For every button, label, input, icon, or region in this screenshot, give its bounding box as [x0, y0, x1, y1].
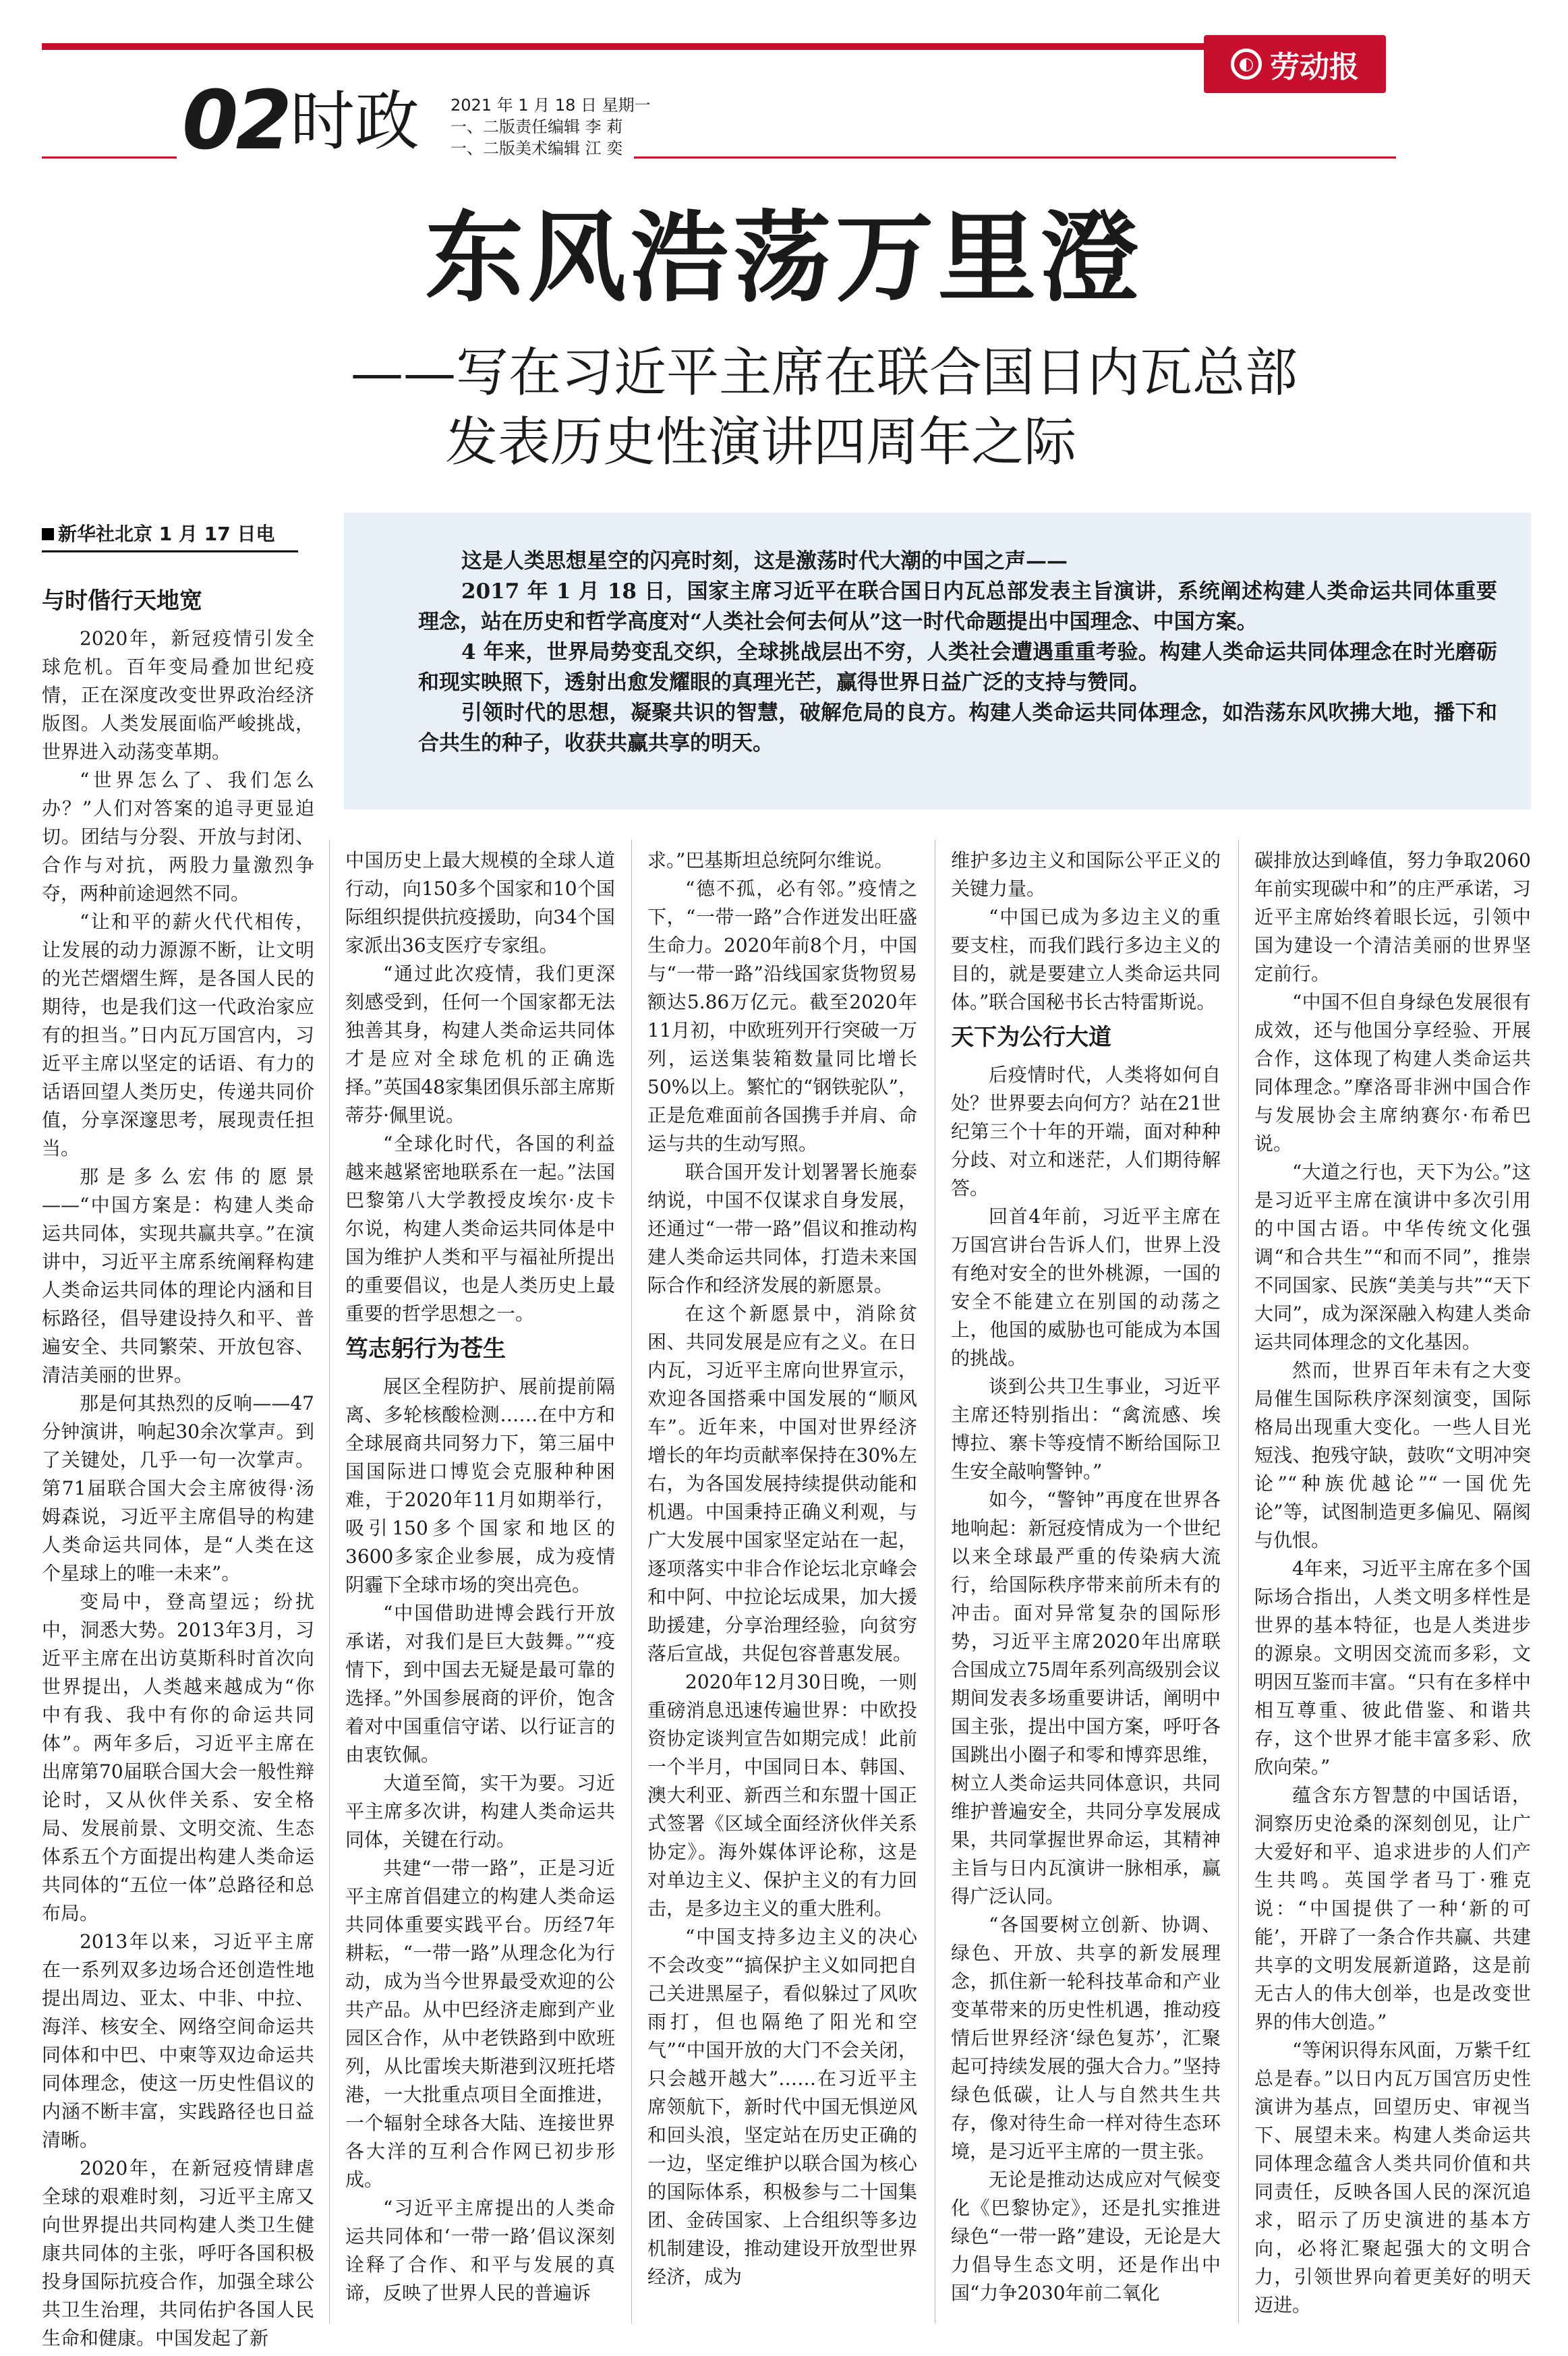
body-paragraph: 无论是推动达成应对气候变化《巴黎协定》，还是扎实推进绿色“一带一路”建设，无论是大力倡导生态文明，还是作出中国“力争2030年前二氧化: [951, 2168, 1221, 2304]
body-paragraph: 2020年12月30日晚，一则重磅消息迅速传遍世界：中欧投资协定谈判宣告如期完成！此前一个半月，中国同日本、韩国、澳大利亚、新西兰和东盟十国正式签署《区域全面经济伙伴关系协定》。海外媒体评论称，这是对单边主义、保护主义的有力回击，是多边主义的重大胜利。: [647, 1671, 917, 1920]
headline-subtitle-2: 发表历史性演讲四周年之际: [445, 412, 1077, 473]
body-paragraph: “中国不但自身绿色发展很有成效，还与他国分享经验、开展合作，这体现了构建人类命运共同体理念。”摩洛哥非洲中国合作与发展协会主席纳赛尔·布希巴说。: [1254, 991, 1531, 1155]
dateline: [42, 519, 298, 552]
body-paragraph: “中国借助进博会践行开放承诺，对我们是巨大鼓舞。”“疫情下，到中国去无疑是最可靠的选择。”外国参展商的评价，饱含着对中国重信守诺、以行证言的由衷钦佩。: [345, 1602, 615, 1766]
section-name: 时政: [290, 84, 419, 159]
top-red-rule: [42, 43, 1276, 50]
intro-paragraph: 4 年来，世界局势变乱交织，全球挑战层出不穷，人类社会遭遇重重考验。构建人类命运共同体理念在时光磨砺和现实映照下，透射出愈发耀眼的真理光芒，赢得世界日益广泛的支持与赞同。: [418, 640, 1497, 695]
body-paragraph: “德不孤，必有邻。”疫情之下，“一带一路”合作迸发出旺盛生命力。2020年前8个月，中国与“一带一路”沿线国家货物贸易额达5.86万亿元。截至2020年11月初，中欧班列开行突破一万列，运送集装箱数量同比增长50%以上。繁忙的“钢铁驼队”，正是危难面前各国携手并肩、命运与共的生动写照。: [647, 878, 917, 1155]
article-column-4: [951, 846, 1221, 2307]
body-paragraph: 谈到公共卫生事业，习近平主席还特别指出：“禽流感、埃博拉、寨卡等疫情不断给国际卫生安全敲响警钟。”: [951, 1375, 1221, 1483]
art-editor: 一、二版美术编辑 江 奕: [451, 139, 623, 158]
headline-subtitle-1: ——写在习近平主席在联合国日内瓦总部: [351, 343, 1298, 403]
intro-box: [344, 513, 1531, 809]
newspaper-logo[interactable]: [1204, 35, 1386, 93]
responsible-editor: 一、二版责任编辑 李 莉: [451, 117, 623, 136]
body-paragraph: 蕴含东方智慧的中国话语，洞察历史沧桑的深刻创见，让广大爱好和平、追求进步的人们产生共鸣。英国学者马丁·雅克说：“中国提供了一种‘新的可能’，开辟了一条合作共赢、共建共享的文明发展新道路，这是前无古人的伟大创举，也是改变世界的伟大创造。”: [1254, 1784, 1531, 2033]
body-paragraph: “世界怎么了、我们怎么办？”人们对答案的追寻更显迫切。团结与分裂、开放与封闭、合作与对抗，两股力量激烈争夺，两种前途迥然不同。: [42, 769, 314, 904]
section-heading: 笃志躬行为苍生: [345, 1335, 506, 1362]
article-column-1: [42, 580, 314, 2353]
body-paragraph: 变局中，登高望远；纷扰中，洞悉大势。2013年3月，习近平主席在出访莫斯科时首次向世界提出，人类越来越成为“你中有我、我中有你的命运共同体”。两年多后，习近平主席在出席第70届联合国大会一般性辩论时，又从伙伴关系、安全格局、发展前景、文明交流、生态体系五个方面提出构建人类命运共同体的“五位一体”总路径和总布局。: [42, 1590, 314, 1924]
body-paragraph: “习近平主席提出的人类命运共同体和‘一带一路’倡议深刻诠释了合作、和平与发展的真谛，反映了世界人民的普遍诉: [345, 2197, 615, 2304]
body-paragraph: “各国要树立创新、协调、绿色、开放、共享的新发展理念，抓住新一轮科技革命和产业变革带来的历史性机遇，推动疫情后世界经济‘绿色复苏’，汇聚起可持续发展的强大合力。”坚持绿色低碳，让人与自然共生共存，像对待生命一样对待生态环境，是习近平主席的一贯主张。: [951, 1914, 1221, 2162]
issue-date: 2021 年 1 月 18 日 星期一: [451, 96, 651, 115]
body-paragraph: 碳排放达到峰值，努力争取2060年前实现碳中和”的庄严承诺，习近平主席始终着眼长远，引领中国为建设一个清洁美丽的世界坚定前行。: [1254, 849, 1531, 985]
column-divider: [329, 840, 330, 2324]
intro-paragraph: 引领时代的思想，凝聚共识的智慧，破解危局的良方。构建人类命运共同体理念，如浩荡东风吹拂大地，播下和合共生的种子，收获共赢共享的明天。: [418, 701, 1497, 755]
page-number: 02: [182, 74, 289, 168]
body-paragraph: “全球化时代，各国的利益越来越紧密地联系在一起。”法国巴黎第八大学教授皮埃尔·皮卡尔说，构建人类命运共同体是中国为维护人类和平与福祉所提出的重要倡议，也是人类历史上最重要的哲学思想之一。: [345, 1132, 615, 1325]
section-heading: 天下为公行大道: [951, 1024, 1111, 1051]
body-paragraph: 那是何其热烈的反响——47分钟演讲，响起30余次掌声。到了关键处，几乎一句一次掌声。第71届联合国大会主席彼得·汤姆森说，习近平主席倡导的构建人类命运共同体，是“人类在这个星球上的唯一未来”。: [42, 1392, 314, 1584]
body-paragraph: 后疫情时代，人类将如何自处？世界要去向何方？站在21世纪第三个十年的开端，面对种种分歧、对立和迷茫，人们期待解答。: [951, 1064, 1221, 1199]
body-paragraph: 展区全程防护、展前提前隔离、多轮核酸检测……在中方和全球展商共同努力下，第三届中国国际进口博览会克服种种困难，于2020年11月如期举行，吸引150多个国家和地区的3600多家企业参展，成为疫情阴霾下全球市场的突出亮色。: [345, 1375, 615, 1596]
body-paragraph: 4年来，习近平主席在多个国际场合指出，人类文明多样性是世界的基本特征，也是人类进步的源泉。文明因交流而多彩，文明因互鉴而丰富。“只有在多样中相互尊重、彼此借鉴、和谐共存，这个世界才能丰富多彩、欣欣向荣。”: [1254, 1557, 1531, 1778]
body-paragraph: 回首4年前，习近平主席在万国宫讲台告诉人们，世界上没有绝对安全的世外桃源，一国的安全不能建立在别国的动荡之上，他国的威胁也可能成为本国的挑战。: [951, 1205, 1221, 1369]
body-paragraph: 维护多边主义和国际公平正义的关键力量。: [951, 849, 1221, 900]
article-column-2: [345, 846, 615, 2307]
body-paragraph: 如今，“警钟”再度在世界各地响起：新冠疫情成为一个世纪以来全球最严重的传染病大流行，给国际秩序带来前所未有的冲击。面对异常复杂的国际形势，习近平主席2020年出席联合国成立75周年系列高级别会议期间发表多场重要讲话，阐明中国主张，提出中国方案，呼吁各国跳出小圈子和零和博弈思维，树立人类命运共同体意识，共同维护普遍安全，共同分享发展成果，共同掌握世界命运，其精神主旨与日内瓦演讲一脉相承，赢得广泛认同。: [951, 1489, 1221, 1907]
intro-paragraph: 这是人类思想星空的闪亮时刻，这是激荡时代大潮的中国之声——: [461, 549, 1068, 573]
dateline-text: 新华社北京 1 月 17 日电: [58, 523, 275, 545]
article-column-5: [1254, 846, 1531, 2320]
section-heading: 与时偕行天地宽: [42, 587, 202, 614]
body-paragraph: “中国已成为多边主义的重要支柱，而我们践行多边主义的目的，就是要建立人类命运共同体。”联合国秘书长古特雷斯说。: [951, 906, 1221, 1013]
body-paragraph: 2020年，新冠疫情引发全球危机。百年变局叠加世纪疫情，正在深度改变世界政治经济版图。人类发展面临严峻挑战，世界进入动荡变革期。: [42, 627, 314, 763]
body-paragraph: 共建“一带一路”，正是习近平主席首倡建立的构建人类命运共同体重要实践平台。历经7年耕耘，“一带一路”从理念化为行动，成为当今世界最受欢迎的公共产品。从中巴经济走廊到产业园区合作，从中老铁路到中欧班列，从比雷埃夫斯港到汉班托塔港，一大批重点项目全面推进，一个辐射全球各大陆、连接世界各大洋的互利合作网已初步形成。: [345, 1857, 615, 2191]
body-paragraph: “大道之行也，天下为公。”这是习近平主席在演讲中多次引用的中国古语。中华传统文化强调“和合共生”“和而不同”，推崇不同国家、民族“美美与共”“天下大同”，成为深深融入构建人类命运共同体理念的文化基因。: [1254, 1161, 1531, 1353]
body-paragraph: 大道至简，实干为要。习近平主席多次讲，构建人类命运共同体，关键在行动。: [345, 1772, 615, 1851]
body-paragraph: “等闲识得东风面，万紫千红总是春。”以日内瓦万国宫历史性演讲为基点，回望历史、审视当下、展望未来。构建人类命运共同体理念蕴含人类共同价值和共同责任，反映各国人民的深沉追求，昭示了历史演进的基本方向，必将汇聚起强大的文明合力，引领世界向着更美好的明天迈进。: [1254, 2039, 1531, 2316]
body-paragraph: “中国支持多边主义的决心不会改变”“搞保护主义如同把自己关进黑屋子，看似躲过了风吹雨打，但也隔绝了阳光和空气”“中国开放的大门不会关闭，只会越开越大”……在习近平主席领航下，新时代中国无惧逆风和回头浪，坚定站在历史正确的一边，坚定维护以联合国为核心的国际体系，积极参与二十国集团、金砖国家、上合组织等多边机制建设，推动建设开放型世界经济，成为: [647, 1926, 917, 2288]
headline-title: 东风浩荡万里澄: [425, 200, 1143, 316]
header-right-rule: [634, 156, 1396, 159]
body-paragraph: 中国历史上最大规模的全球人道行动，向150多个国家和10个国际组织提供抗疫援助，向34个国家派出36支医疗专家组。: [345, 849, 615, 956]
body-paragraph: 然而，世界百年未有之大变局催生国际秩序深刻演变，国际格局出现重大变化。一些人目光短浅、抱残守缺，鼓吹“文明冲突论”“种族优越论”“一国优先论”等，试图制造更多偏见、隔阂与仇恨。: [1254, 1359, 1531, 1551]
body-paragraph: 那是多么宏伟的愿景——“中国方案是：构建人类命运共同体，实现共赢共享。”在演讲中，习近平主席系统阐释构建人类命运共同体的理论内涵和目标路径，倡导建设持久和平、普遍安全、共同繁荣、开放包容、清洁美丽的世界。: [42, 1166, 314, 1386]
body-paragraph: 2020年，在新冠疫情肆虐全球的艰难时刻，习近平主席又向世界提出共同构建人类卫生健康共同体的主张，呼吁各国积极投身国际抗疫合作，加强全球公共卫生治理，共同佑护各国人民生命和健康。中国发起了新: [42, 2157, 314, 2349]
body-paragraph: 求。”巴基斯坦总统阿尔维说。: [647, 849, 894, 871]
column-divider: [631, 840, 632, 2324]
body-paragraph: 2013年以来，习近平主席在一系列双多边场合还创造性地提出周边、亚太、中非、中拉、海洋、核安全、网络空间命运共同体和中巴、中柬等双边命运共同体理念，使这一历史性倡议的内涵不断丰富，实践路径也日益清晰。: [42, 1930, 314, 2151]
header-left-rule: [42, 156, 177, 159]
intro-paragraph: 2017 年 1 月 18 日，国家主席习近平在联合国日内瓦总部发表主旨演讲，系统阐述构建人类命运共同体重要理念，站在历史和哲学高度对“人类社会何去何从”这一时代命题提出中国理念、中国方案。: [418, 579, 1497, 634]
logo-text: 劳动报: [1270, 50, 1359, 84]
dateline-square-icon: [42, 528, 54, 540]
column-divider: [1238, 840, 1239, 2324]
logo-emblem-icon: ◐: [1231, 49, 1262, 80]
body-paragraph: 在这个新愿景中，消除贫困、共同发展是应有之义。在日内瓦，习近平主席向世界宣示，欢迎各国搭乘中国发展的“顺风车”。近年来，中国对世界经济增长的年均贡献率保持在30%左右，为各国发展持续提供动能和机遇。中国秉持正确义利观，与广大发展中国家坚定站在一起，逐项落实中非合作论坛北京峰会和中阿、中拉论坛成果，加大援助援建，分享治理经验，向贫穷落后宣战，共促包容普惠发展。: [647, 1302, 917, 1665]
page-meta: [451, 94, 651, 159]
body-paragraph: “通过此次疫情，我们更深刻感受到，任何一个国家都无法独善其身，构建人类命运共同体才是应对全球危机的正确选择。”英国48家集团俱乐部主席斯蒂芬·佩里说。: [345, 962, 615, 1126]
body-paragraph: “让和平的薪火代代相传，让发展的动力源源不断，让文明的光芒熠熠生辉，是各国人民的期待，也是我们这一代政治家应有的担当。”日内瓦万国宫内，习近平主席以坚定的话语、有力的话语回望人类历史，传递共同价值，分享深邃思考，展现责任担当。: [42, 911, 314, 1159]
article-column-3: [647, 846, 917, 2291]
body-paragraph: 联合国开发计划署署长施泰纳说，中国不仅谋求自身发展，还通过“一带一路”倡议和推动构建人类命运共同体，打造未来国际合作和经济发展的新愿景。: [647, 1161, 917, 1296]
